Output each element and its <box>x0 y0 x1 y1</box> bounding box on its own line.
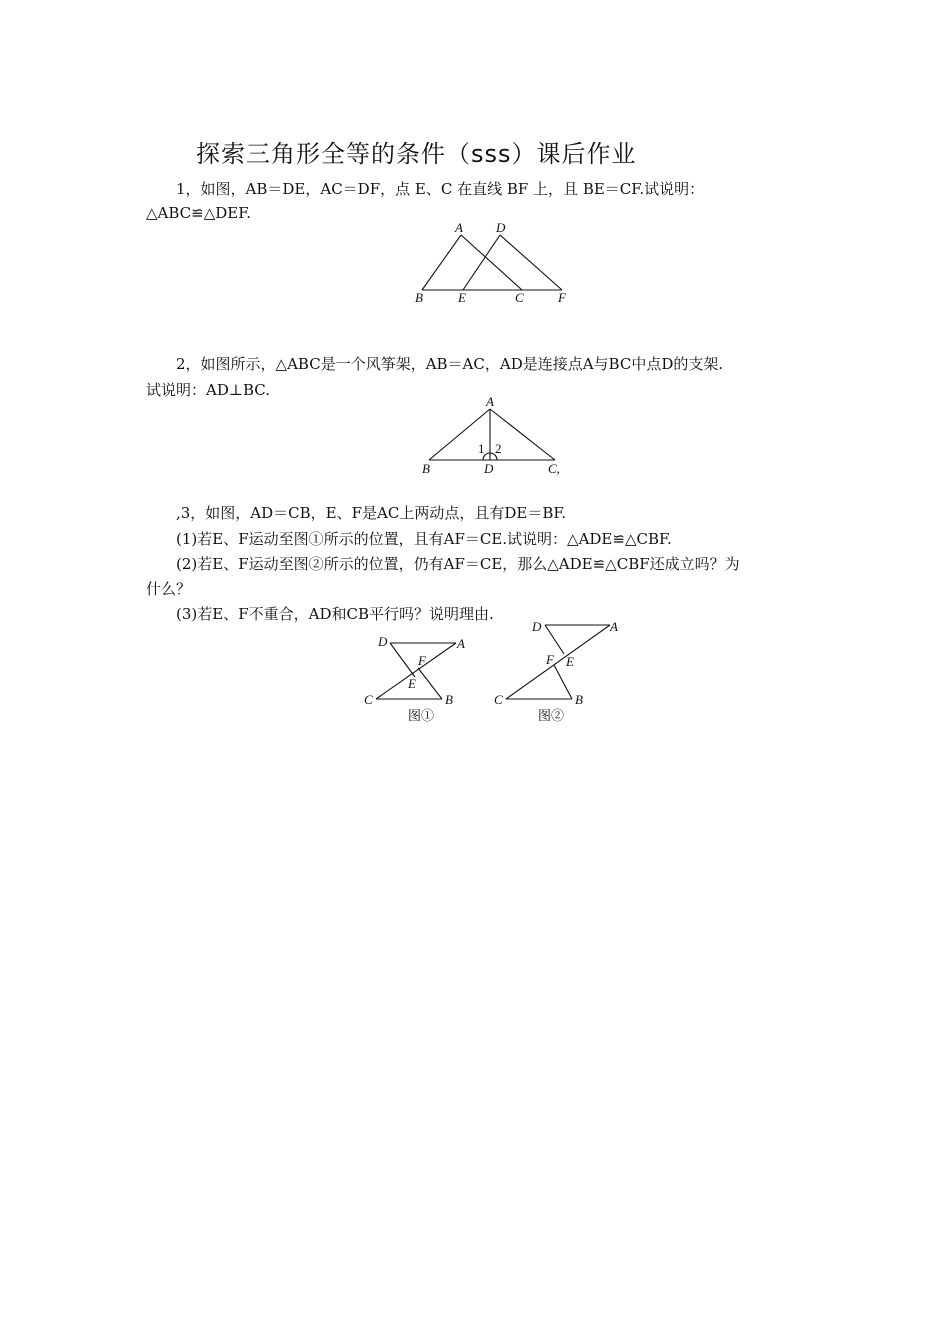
q3f1-segment-bf <box>418 668 442 699</box>
q2-angle-label-1: 1 <box>478 441 485 456</box>
q3f1-label-c: C <box>364 692 373 707</box>
q2-figure <box>415 392 575 480</box>
q2-angle-label-2: 2 <box>495 441 502 456</box>
q1-label-f: F <box>558 290 566 305</box>
q3f2-label-b: B <box>575 692 583 707</box>
q3f2-segment-de <box>545 625 564 654</box>
q1-figure <box>400 218 580 308</box>
q3f2-label-f: F <box>546 652 554 667</box>
q3f1-label-a: A <box>457 636 465 651</box>
q3f2-caption: 图② <box>538 708 565 723</box>
q3-text-line1: ,3，如图，AD＝CB，E、F是AC上两动点，且有DE＝BF. <box>176 504 567 522</box>
q1-label-c: C <box>515 290 524 305</box>
q3-part1: (1)若E、F运动至图①所示的位置，且有AF＝CE.试说明：△ADE≌△CBF. <box>176 530 672 548</box>
q1-segment-de <box>463 235 500 290</box>
q3f2-segment-ac <box>506 625 610 699</box>
q3f1-caption: 图① <box>408 708 435 723</box>
q3-figure-1 <box>360 630 480 726</box>
q3f2-label-a: A <box>610 619 618 634</box>
q1-label-d: D <box>496 220 506 235</box>
q3f1-label-b: B <box>445 692 453 707</box>
q1-label-e: E <box>458 290 466 305</box>
q2-text-line2: 试说明：AD⊥BC. <box>146 381 270 399</box>
q1-segment-ac <box>461 235 522 290</box>
q1-segment-df <box>500 235 562 290</box>
q2-text-line1: 2，如图所示，△ABC是一个风筝架，AB＝AC，AD是连接点A与BC中点D的支架. <box>176 355 724 373</box>
q3-part3: (3)若E、F不重合，AD和CB平行吗？说明理由. <box>176 605 494 623</box>
q2-label-d: D <box>484 461 494 476</box>
q3-part2-line2: 什么？ <box>146 580 192 598</box>
q2-label-c: C, <box>548 461 560 476</box>
q3f1-segment-ac <box>376 643 456 699</box>
q3f1-label-d: D <box>378 634 388 649</box>
q3f2-label-e: E <box>566 654 574 669</box>
q3f1-label-f: F <box>418 653 426 668</box>
q1-segment-ab <box>422 235 461 290</box>
q3f1-segment-de <box>390 643 415 677</box>
q3f1-label-e: E <box>408 676 416 691</box>
q1-label-a: A <box>455 220 463 235</box>
q3f2-label-c: C <box>494 692 503 707</box>
q3-part2-line1: (2)若E、F运动至图②所示的位置，仍有AF＝CE，那么△ADE≌△CBF还成立吗？为 <box>176 555 740 573</box>
page-title: 探索三角形全等的条件（sss）课后作业 <box>196 140 637 168</box>
q1-text-line2: △ABC≌△DEF. <box>146 204 252 222</box>
q3-figure-2 <box>490 616 630 726</box>
q1-label-b: B <box>415 290 423 305</box>
q1-text-line1: 1，如图，AB＝DE，AC＝DF，点 E、C 在直线 BF 上，且 BE＝CF.试说明： <box>176 180 705 198</box>
q2-label-b: B <box>422 461 430 476</box>
q3f2-segment-bf <box>554 665 572 699</box>
q3f2-label-d: D <box>532 619 542 634</box>
q2-label-a: A <box>486 394 494 409</box>
